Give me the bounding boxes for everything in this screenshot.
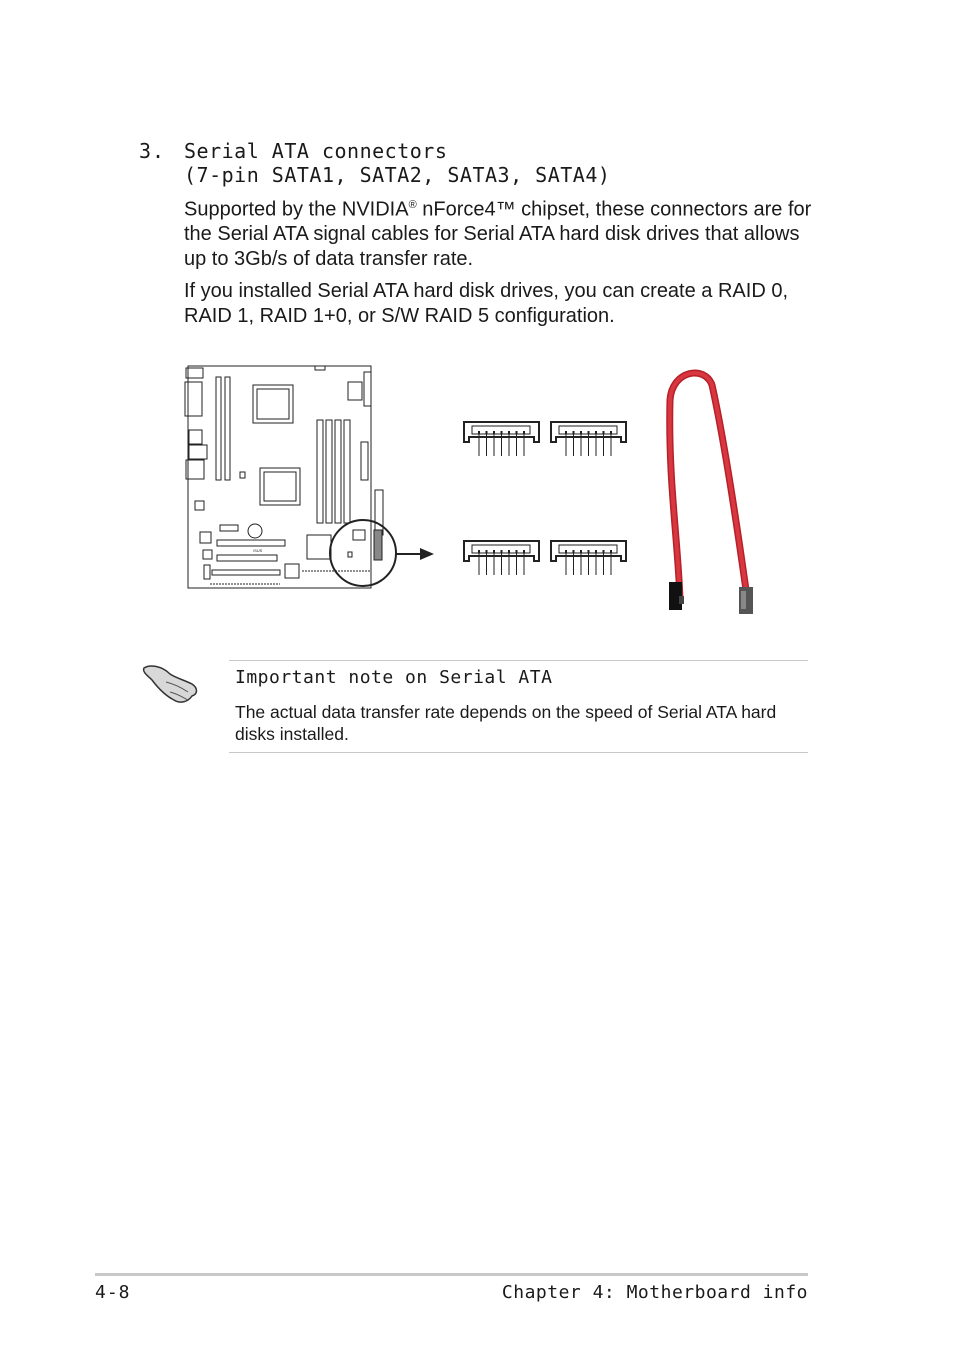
note-title: Important note on Serial ATA xyxy=(235,667,553,688)
board-logo: /SUS xyxy=(253,548,263,553)
note-top-rule xyxy=(229,660,808,661)
note-text: The actual data transfer rate depends on the speed of Serial ATA hard disks installed. xyxy=(235,702,777,744)
paragraph-sata-support-part2: nForce4™ chipset, these connectors are for the Serial ATA signal cables for Serial ATA hard disk drives that allows up to 3Gb/s of data transfer rate. xyxy=(184,198,812,270)
registered-mark: ® xyxy=(408,199,417,211)
hand-pointer-icon xyxy=(140,658,202,708)
section-title-line2: (7-pin SATA1, SATA2, SATA3, SATA4) xyxy=(184,163,611,187)
sata-connector-figure xyxy=(180,360,780,620)
section-number: 3. xyxy=(139,139,166,163)
sata-connectors xyxy=(464,422,626,575)
footer-page-number: 4-8 xyxy=(95,1282,131,1303)
footer-rule xyxy=(95,1273,808,1276)
section-title xyxy=(184,139,610,187)
motherboard-diagram xyxy=(185,366,383,588)
sata-connector xyxy=(551,541,626,575)
sata-cable-illustration xyxy=(669,373,753,614)
northbridge-chip xyxy=(260,468,300,505)
paragraph-raid: If you installed Serial ATA hard disk drives, you can create a RAID 0, RAID 1, RAID 1+0, or S/W RAID 5 configuration. xyxy=(184,280,788,327)
sata-connector xyxy=(464,541,539,575)
paragraph-sata-support xyxy=(184,193,814,271)
paragraph-sata-support-part1: Supported by the NVIDIA xyxy=(184,198,409,221)
footer-chapter-title: Chapter 4: Motherboard info xyxy=(501,1282,808,1303)
sata-connector xyxy=(551,422,626,456)
sata-connector xyxy=(464,422,539,456)
cpu-socket xyxy=(253,385,293,423)
note-bottom-rule xyxy=(229,752,808,753)
section-title-line1: Serial ATA connectors xyxy=(184,139,448,163)
